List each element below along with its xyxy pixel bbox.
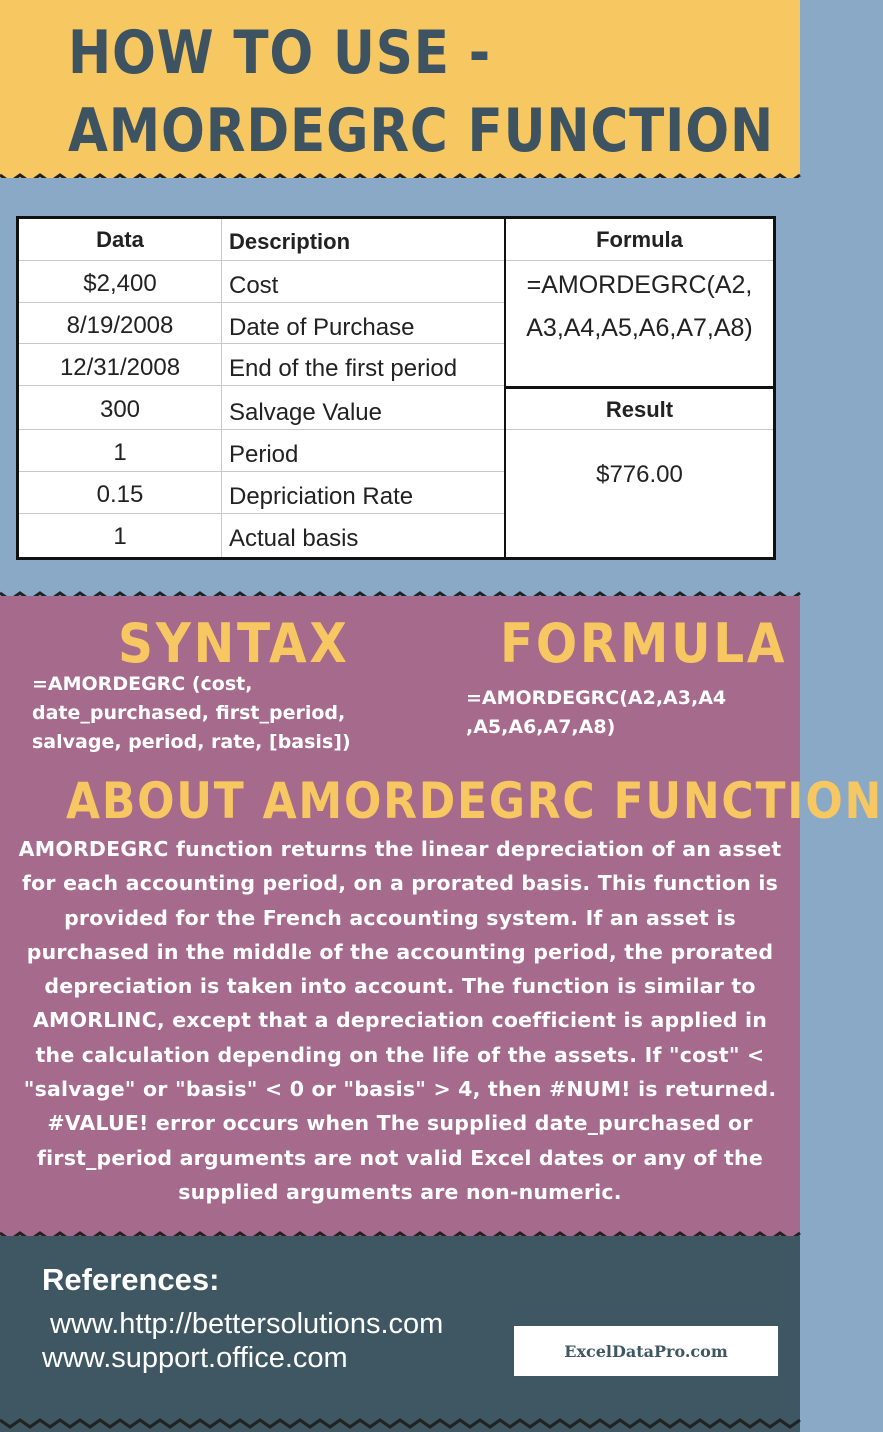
syntax-line-3: salvage, period, rate, [basis]) <box>32 731 351 753</box>
row-divider <box>19 471 504 472</box>
info-section <box>0 596 883 1236</box>
cell-data: 12/31/2008 <box>59 354 181 381</box>
table-section <box>0 178 800 596</box>
header-formula: Formula <box>596 227 683 252</box>
formula-line-1: =AMORDEGRC(A2,A3,A4 <box>466 687 727 709</box>
brand-badge: ExcelDataPro.com <box>514 1326 778 1376</box>
title-section <box>0 0 800 178</box>
cell-description: Date of Purchase <box>229 314 415 341</box>
row-divider <box>19 513 504 514</box>
row-divider <box>19 385 504 386</box>
title-line-2: AMORDEGRC FUNCTION <box>68 96 775 166</box>
row-divider <box>506 260 773 261</box>
title-line-1: HOW TO USE - <box>68 18 491 88</box>
syntax-text <box>32 670 351 757</box>
references-heading: References: <box>42 1262 220 1297</box>
syntax-line-2: date_purchased, first_period, <box>32 702 346 724</box>
reference-link-2[interactable]: www.support.office.com <box>42 1342 348 1374</box>
cell-data: 1 <box>113 439 127 466</box>
formula-line-2: ,A5,A6,A7,A8) <box>466 716 616 738</box>
references-section <box>0 1236 800 1432</box>
row-divider <box>19 343 504 344</box>
result-value: $776.00 <box>596 461 683 488</box>
example-table <box>16 216 776 560</box>
cell-description: Depriciation Rate <box>229 483 414 510</box>
syntax-line-1: =AMORDEGRC (cost, <box>32 673 253 695</box>
cell-description: Period <box>229 441 299 468</box>
syntax-heading: SYNTAX <box>118 612 350 675</box>
formula-text <box>466 684 726 742</box>
row-divider <box>19 429 504 430</box>
zigzag-divider <box>0 1416 800 1430</box>
header-result: Result <box>605 397 674 422</box>
page-title <box>68 14 774 170</box>
cell-data: 300 <box>99 396 141 423</box>
formula-heading: FORMULA <box>500 612 788 675</box>
row-divider <box>506 429 773 430</box>
header-description: Description <box>229 229 351 254</box>
cell-data: 0.15 <box>96 481 144 508</box>
cell-description: Salvage Value <box>229 399 382 426</box>
about-text: AMORDEGRC function returns the linear depreciation of an asset for each accounting period, on a prorated basis. This function is provided for the French accounting system. If an asset is purchased in the middle of the accounting period, the prorated depreciation is taken into account. The function is similar to AMORLINC, except that a depreciation coefficient is applied in the calculation depending on the life of the assets. If "cost" < "salvage" or "basis" < 0 or "basis" > 4, then #NUM! is returned. #VALUE! error occurs when The supplied date_purchased or first_period arguments are not valid Excel dates or any of the supplied arguments are non-numeric. <box>18 837 782 1204</box>
section-divider-bold <box>506 386 773 389</box>
row-divider <box>19 302 504 303</box>
about-heading: ABOUT AMORDEGRC FUNCTION <box>66 772 883 830</box>
cell-description: End of the first period <box>229 355 458 382</box>
formula-line-2: A3,A4,A5,A6,A7,A8) <box>526 314 753 342</box>
formula-line-1: =AMORDEGRC(A2, <box>526 271 753 299</box>
reference-link-1[interactable]: www.http://bettersolutions.com <box>50 1308 444 1340</box>
cell-data: 1 <box>113 523 127 550</box>
header-data: Data <box>96 227 144 252</box>
row-divider <box>19 260 504 261</box>
column-divider <box>221 219 222 557</box>
cell-description: Cost <box>229 272 279 299</box>
cell-description: Actual basis <box>229 525 359 552</box>
cell-data: $2,400 <box>83 270 157 297</box>
cell-data: 8/19/2008 <box>66 312 174 339</box>
